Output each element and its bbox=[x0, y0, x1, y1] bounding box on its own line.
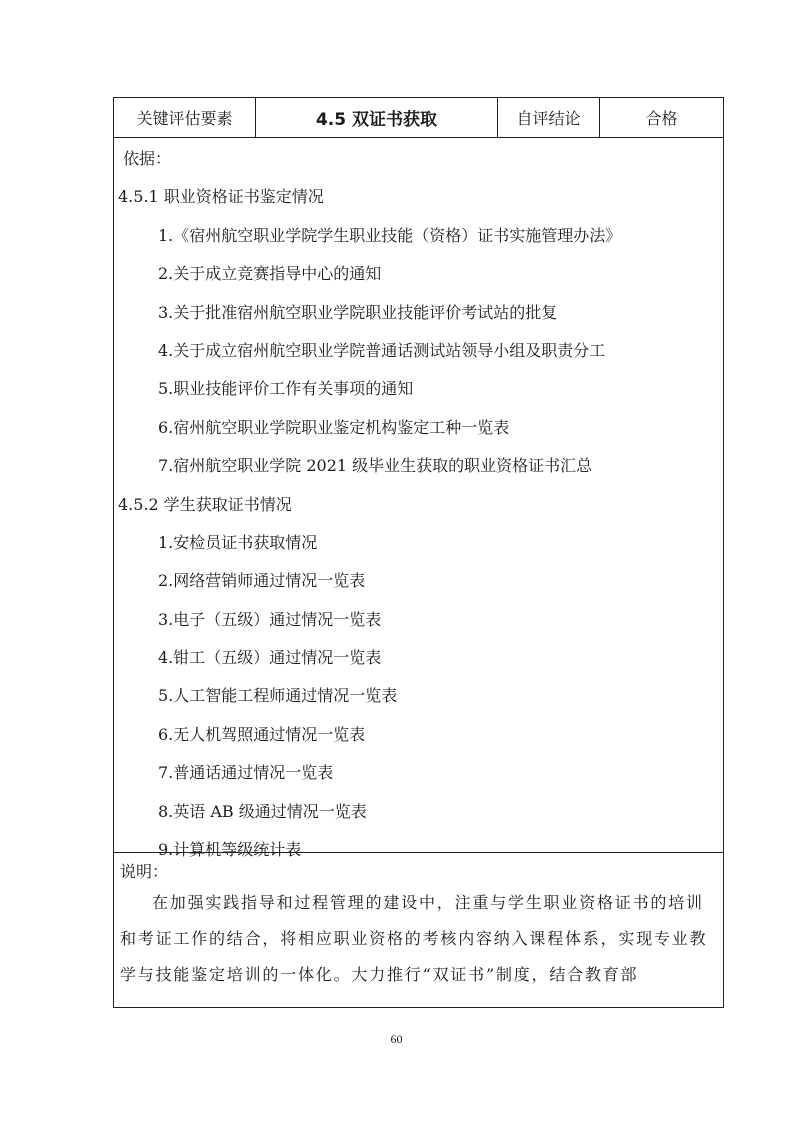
list-item: 4.钳工（五级）通过情况一览表 bbox=[158, 648, 382, 668]
key-element-label: 关键评估要素 bbox=[114, 98, 256, 137]
list-item: 2.关于成立竞赛指导中心的通知 bbox=[158, 264, 382, 284]
basis-label: 依据： bbox=[123, 149, 172, 168]
list-item: 4.关于成立宿州航空职业学院普通话测试站领导小组及职责分工 bbox=[158, 340, 606, 360]
list-item: 6.无人机驾照通过情况一览表 bbox=[158, 724, 366, 744]
section-heading: 4.5.2 学生获取证书情况 bbox=[118, 494, 292, 514]
list-item: 3.关于批准宿州航空职业学院职业技能评价考试站的批复 bbox=[158, 302, 558, 322]
section-title: 4.5 双证书获取 bbox=[256, 98, 498, 137]
page-number: 60 bbox=[390, 1032, 403, 1046]
list-item: 3.电子（五级）通过情况一览表 bbox=[158, 609, 382, 629]
list-item: 7.普通话通过情况一览表 bbox=[158, 763, 334, 783]
list-item: 1.安检员证书获取情况 bbox=[158, 532, 318, 552]
evaluation-result: 合格 bbox=[645, 109, 678, 128]
list-item: 8.英语 AB 级通过情况一览表 bbox=[158, 801, 367, 821]
notes-paragraph: 在加强实践指导和过程管理的建设中，注重与学生职业资格证书的培训和考证工作的结合，将相应职业资格的考核内容纳入课程体系，实现专业教学与技能鉴定培训的一体化。大力推行“双证书”制度，结合教育部 bbox=[120, 893, 708, 984]
list-item: 5.职业技能评价工作有关事项的通知 bbox=[158, 379, 414, 399]
notes-label: 说明： bbox=[120, 862, 169, 881]
evaluation-table bbox=[113, 97, 724, 1008]
list-item: 5.人工智能工程师通过情况一览表 bbox=[158, 686, 398, 706]
list-item: 6.宿州航空职业学院职业鉴定机构鉴定工种一览表 bbox=[158, 417, 510, 437]
list-item: 2.网络营销师通过情况一览表 bbox=[158, 571, 366, 591]
list-item: 1.《宿州航空职业学院学生职业技能（资格）证书实施管理办法》 bbox=[158, 225, 622, 245]
basis-cell bbox=[114, 138, 723, 860]
notes-cell bbox=[114, 853, 723, 993]
table-header-row bbox=[114, 98, 723, 138]
self-evaluation-label: 自评结论 bbox=[498, 98, 600, 137]
list-item: 7.宿州航空职业学院 2021 级毕业生获取的职业资格证书汇总 bbox=[158, 456, 593, 476]
list-item: 9.计算机等级统计表 bbox=[158, 840, 302, 860]
section-heading: 4.5.1 职业资格证书鉴定情况 bbox=[118, 187, 324, 207]
